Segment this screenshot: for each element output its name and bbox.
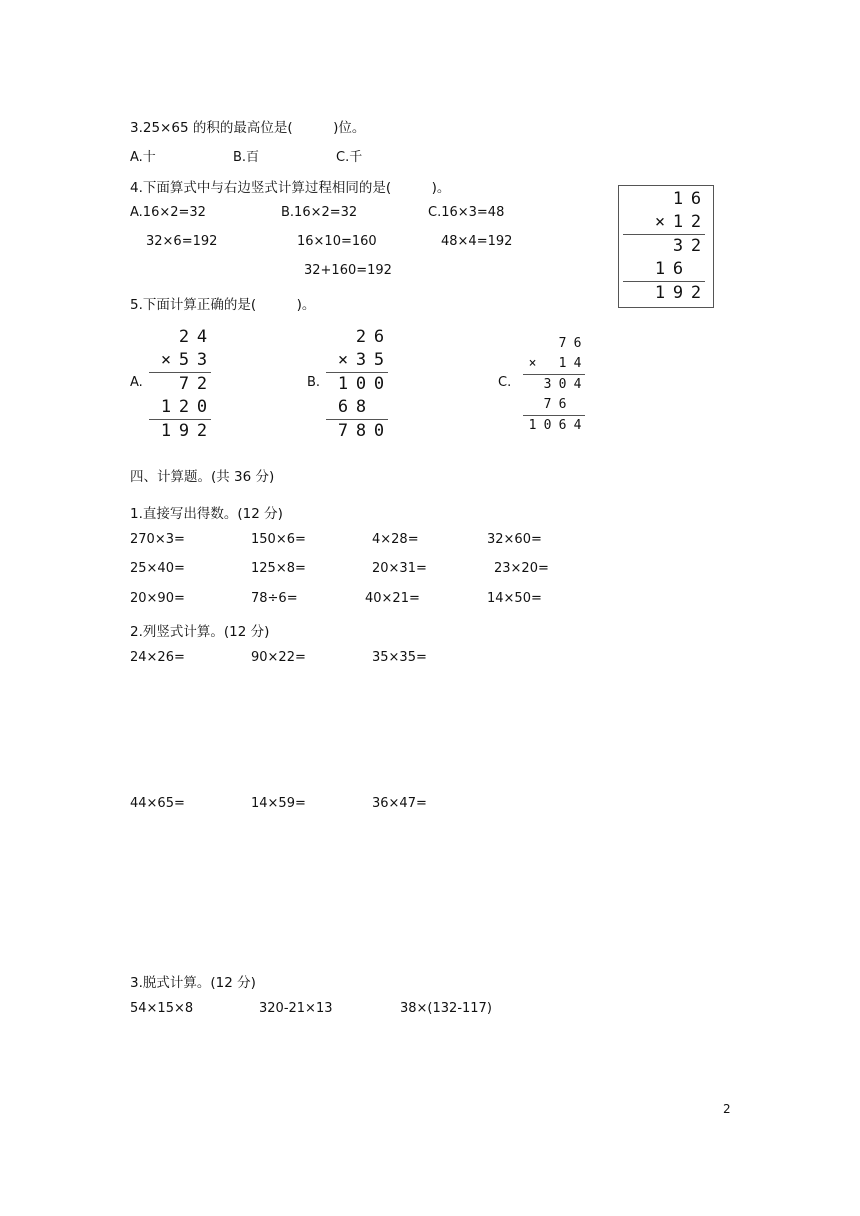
- q4-fig-row-2: × 1 2: [654, 212, 702, 232]
- p3-item: 320-21×13: [259, 1001, 333, 1016]
- p2-item: 90×22=: [251, 650, 306, 665]
- q5-c-label: C.: [498, 375, 512, 390]
- q3-stem: 3.25×65 的积的最高位是( )位。: [130, 120, 366, 136]
- q4-a-line2: 32×6=192: [146, 234, 218, 249]
- q4-vertical-figure: [618, 185, 714, 308]
- q5-a-label: A.: [130, 375, 143, 390]
- p1-item: 78÷6=: [251, 591, 298, 606]
- q4-b-line3: 32+160=192: [304, 263, 392, 278]
- p1-title: 1.直接写出得数。(12 分): [130, 506, 283, 522]
- p1-item: 32×60=: [487, 532, 542, 547]
- page-number: 2: [723, 1102, 731, 1116]
- p2-item: 14×59=: [251, 796, 306, 811]
- p1-item: 20×90=: [130, 591, 185, 606]
- p1-item: 40×21=: [365, 591, 420, 606]
- q4-fig-row-4: 1 6: [654, 259, 684, 279]
- p1-item: 150×6=: [251, 532, 306, 547]
- q3-option-c: C.千: [336, 150, 363, 165]
- p1-item: 4×28=: [372, 532, 419, 547]
- q4-b-line2: 16×10=160: [297, 234, 377, 249]
- q4-fig-row-5: 1 9 2: [654, 283, 702, 303]
- q3-option-a: A.十: [130, 150, 156, 165]
- p2-item: 24×26=: [130, 650, 185, 665]
- p1-item: 125×8=: [251, 561, 306, 576]
- p3-title: 3.脱式计算。(12 分): [130, 975, 256, 991]
- q5-c-figure: 7 6 × 1 4 3 0 4 7 6 1 0 6 4: [523, 334, 585, 436]
- q5-stem: 5.下面计算正确的是( )。: [130, 297, 316, 313]
- q4-c-line1: C.16×3=48: [428, 205, 505, 220]
- q4-fig-row-1: 1 6: [672, 189, 702, 209]
- q3-option-b: B.百: [233, 150, 260, 165]
- p2-item: 36×47=: [372, 796, 427, 811]
- q4-c-line2: 48×4=192: [441, 234, 513, 249]
- section4-title: 四、计算题。(共 36 分): [130, 469, 275, 485]
- p3-item: 54×15×8: [130, 1001, 194, 1016]
- q5-b-label: B.: [307, 375, 321, 390]
- p3-item: 38×(132-117): [400, 1001, 492, 1016]
- q4-fig-row-3: 3 2: [672, 236, 702, 256]
- q4-b-line1: B.16×2=32: [281, 205, 358, 220]
- p2-title: 2.列竖式计算。(12 分): [130, 624, 270, 640]
- p1-item: 20×31=: [372, 561, 427, 576]
- p1-item: 25×40=: [130, 561, 185, 576]
- p1-item: 14×50=: [487, 591, 542, 606]
- p1-item: 270×3=: [130, 532, 185, 547]
- p1-item: 23×20=: [494, 561, 549, 576]
- q4-stem: 4.下面算式中与右边竖式计算过程相同的是( )。: [130, 180, 451, 196]
- q5-a-figure: 2 4 × 5 3 7 2 1 2 0 1 9 2: [149, 326, 211, 443]
- p2-item: 44×65=: [130, 796, 185, 811]
- q5-b-figure: 2 6 × 3 5 1 0 0 6 8 7 8 0: [326, 326, 388, 443]
- q4-a-line1: A.16×2=32: [130, 205, 206, 220]
- p2-item: 35×35=: [372, 650, 427, 665]
